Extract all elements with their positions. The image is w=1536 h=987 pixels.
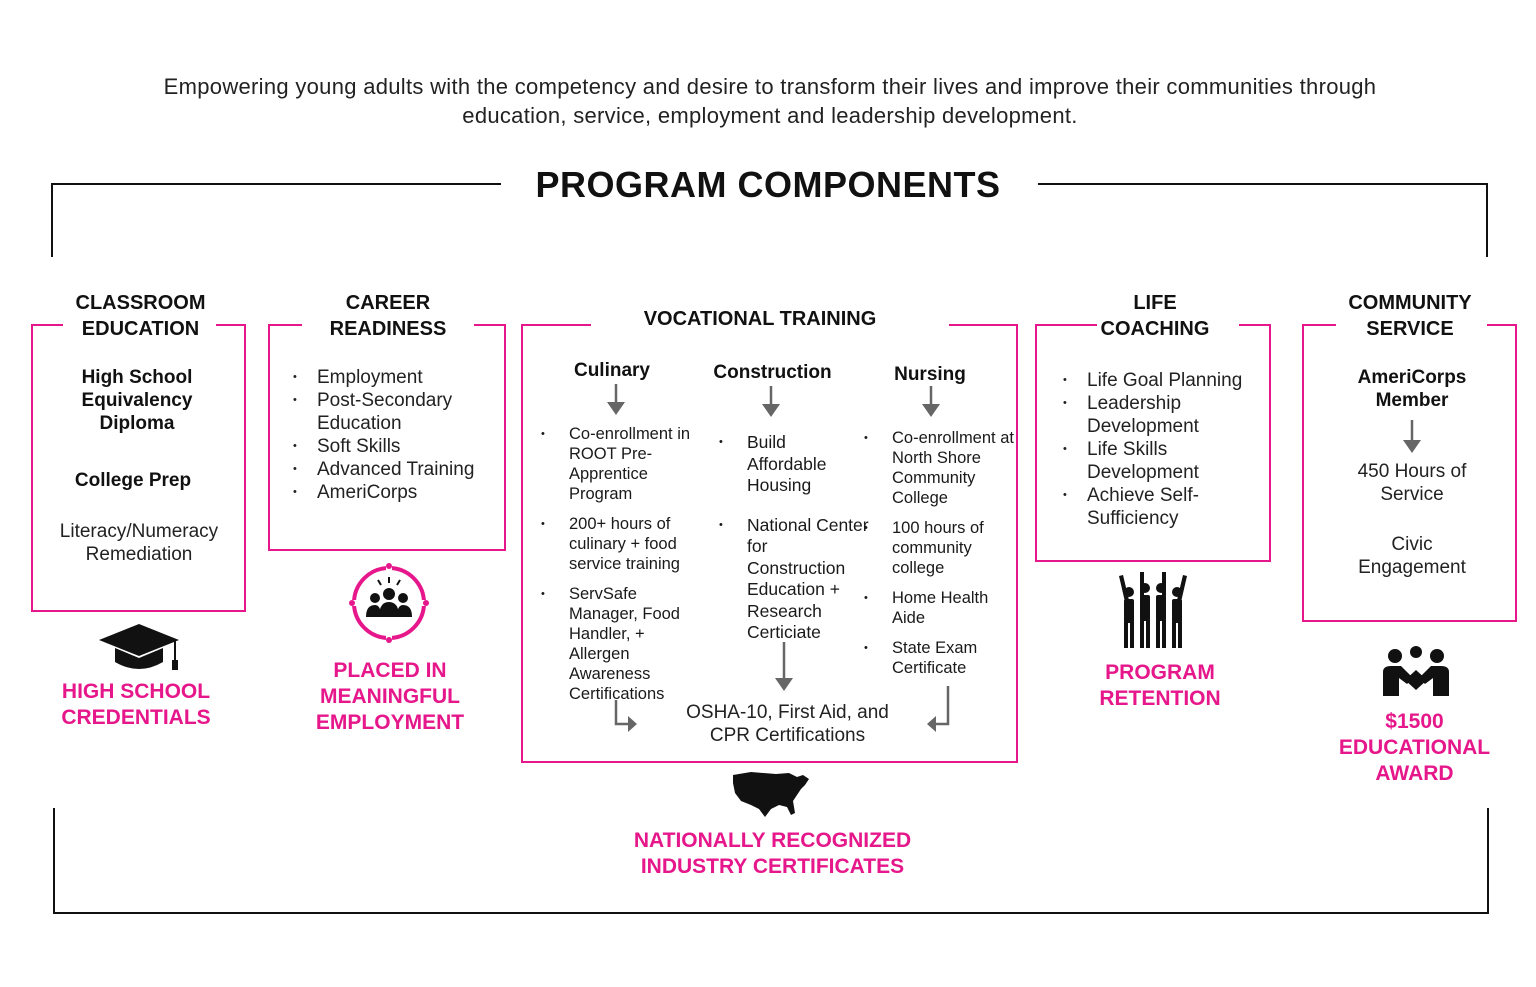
career-heading: CAREER READINESS — [329, 292, 447, 340]
list-item: • Post-Secondary Education — [281, 389, 506, 435]
list-item: • 100 hours of community college — [864, 518, 1014, 578]
coaching-list — [1051, 369, 1269, 530]
classroom-college-prep: College Prep — [74, 470, 192, 491]
usa-map-icon — [731, 769, 811, 819]
culinary-elbow-arrow-icon — [614, 700, 638, 734]
classroom-outcome: HIGH SCHOOL CREDENTIALS — [61, 680, 211, 729]
vocational-heading: VOCATIONAL TRAINING — [643, 308, 877, 330]
career-outcome: PLACED IN MEANINGFUL EMPLOYMENT — [315, 659, 465, 734]
career-list — [281, 366, 506, 504]
top-bracket-left-tick — [51, 183, 53, 257]
list-item: • AmeriCorps — [281, 481, 506, 504]
list-item: • Leadership Development — [1051, 392, 1269, 438]
construction-arrow-icon — [761, 386, 781, 418]
culinary-column — [541, 424, 701, 714]
list-item: • ServSafe Manager, Food Handler, + Allergen Awareness Certifications — [541, 584, 701, 704]
list-item: • Advanced Training — [281, 458, 506, 481]
nursing-arrow-icon — [921, 386, 941, 418]
list-item: • Home Health Aide — [864, 588, 1014, 628]
list-item: • Co-enrollment in ROOT Pre-Apprentice Program — [541, 424, 701, 504]
coaching-heading: LIFE COACHING — [1100, 292, 1210, 340]
culinary-arrow-icon — [606, 384, 626, 416]
classroom-literacy: Literacy/Numeracy Remediation — [59, 521, 219, 565]
vocational-outcome: NATIONALLY RECOGNIZED INDUSTRY CERTIFICATES — [633, 829, 912, 878]
classroom-heading: CLASSROOM EDUCATION — [75, 292, 206, 340]
group-target-icon — [348, 562, 430, 644]
bottom-bracket-base — [53, 912, 1489, 914]
service-outcome: $1500 EDUCATIONAL AWARD — [1338, 710, 1491, 785]
top-bracket-right — [1038, 183, 1488, 185]
coaching-outcome: PROGRAM RETENTION — [1099, 661, 1221, 710]
construction-column — [719, 432, 869, 654]
classroom-hse-diploma: High School Equivalency Diploma — [81, 367, 193, 434]
list-item: • Life Skills Development — [1051, 438, 1269, 484]
list-item: • Achieve Self-Sufficiency — [1051, 484, 1269, 530]
top-bracket-left — [51, 183, 501, 185]
vocational-shared-certs: OSHA-10, First Aid, and CPR Certifications — [686, 702, 889, 746]
list-item: • Life Goal Planning — [1051, 369, 1269, 392]
list-item: • Co-enrollment at North Shore Community College — [864, 428, 1014, 508]
top-bracket-right-tick — [1486, 183, 1488, 257]
list-item: • State Exam Certificate — [864, 638, 1014, 678]
culinary-title: Culinary — [573, 360, 651, 381]
list-item: • 200+ hours of culinary + food service training — [541, 514, 701, 574]
service-civic: Civic Engagement — [1358, 534, 1466, 578]
page-title: PROGRAM COMPONENTS — [535, 164, 1001, 205]
service-hours: 450 Hours of Service — [1357, 461, 1467, 505]
construction-down-arrow-icon — [774, 642, 794, 692]
graduation-cap-icon — [97, 622, 181, 672]
nursing-column — [864, 428, 1014, 688]
nursing-title: Nursing — [894, 364, 966, 385]
nursing-elbow-arrow-icon — [926, 686, 950, 734]
service-americorps-member: AmeriCorps Member — [1357, 367, 1467, 411]
service-heading: COMMUNITY SERVICE — [1348, 292, 1472, 340]
mission-statement: Empowering young adults with the competency and desire to transform their lives and improve their communities through education, service, employment and leadership development. — [163, 74, 1377, 128]
bottom-bracket-right-tick — [1487, 808, 1489, 914]
bottom-bracket-left-tick — [53, 808, 55, 914]
handshake-people-icon — [1383, 646, 1449, 696]
list-item: • Soft Skills — [281, 435, 506, 458]
list-item: • Build Affordable Housing — [719, 432, 869, 497]
team-celebrating-icon — [1116, 572, 1190, 650]
list-item: • Employment — [281, 366, 506, 389]
service-arrow-icon — [1402, 420, 1422, 454]
list-item: • National Center for Construction Education + Research Certiciate — [719, 515, 869, 644]
construction-title: Construction — [713, 362, 832, 383]
